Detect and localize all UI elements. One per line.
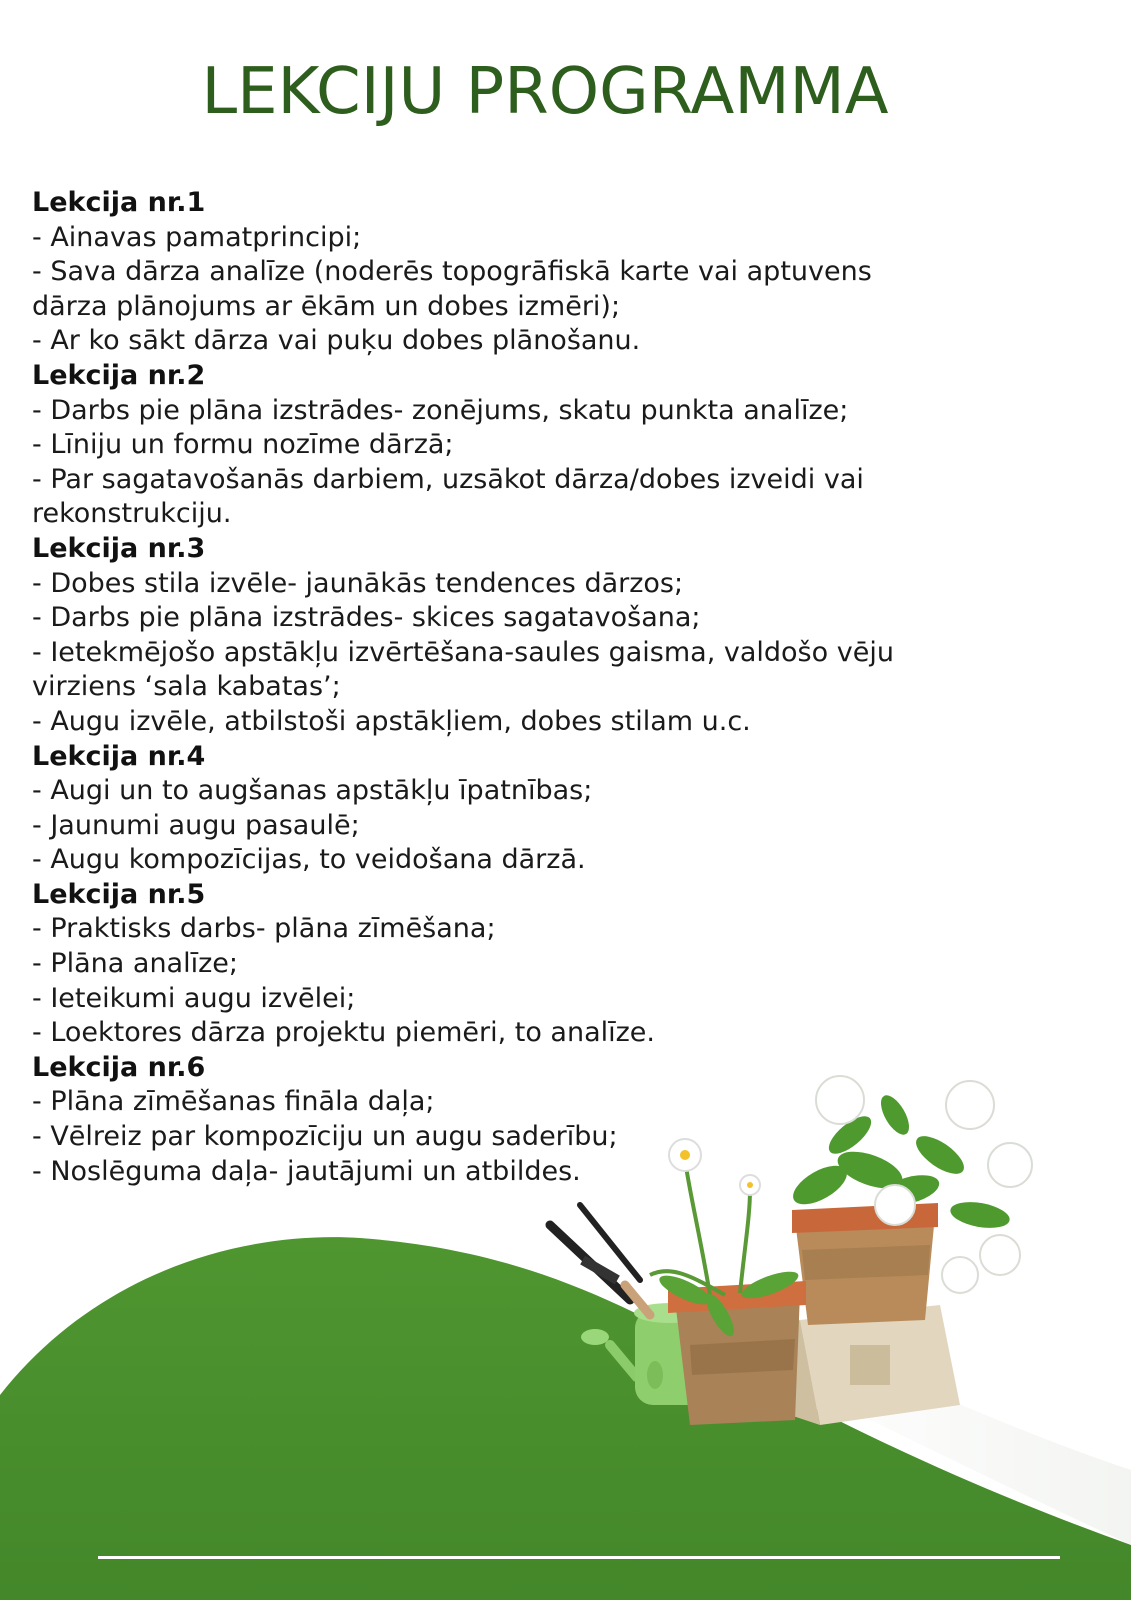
lecture-item: - Plāna zīmēšanas fināla daļa; — [32, 1086, 435, 1118]
lecture-item: - Praktisks darbs- plāna zīmēšana; — [32, 913, 496, 945]
lecture-heading: Lekcija nr.4 — [32, 740, 206, 772]
lecture-item: - Ar ko sākt dārza vai puķu dobes plānošanu. — [32, 325, 641, 357]
lecture-item: - Darbs pie plāna izstrādes- skices sagatavošana; — [32, 602, 701, 634]
lecture-list — [32, 186, 912, 1189]
crate-illustration — [775, 1305, 960, 1425]
lecture-item: - Par sagatavošanās darbiem, uzsākot dārza/dobes izveidi vai rekonstrukciju. — [32, 463, 864, 530]
lecture-item: - Loektores dārza projektu piemēri, to analīze. — [32, 1017, 656, 1049]
lecture-heading: Lekcija nr.5 — [32, 878, 206, 910]
lecture-heading: Lekcija nr.6 — [32, 1051, 206, 1083]
lecture-item: - Jaunumi augu pasaulē; — [32, 809, 360, 841]
lecture-block-4 — [32, 740, 912, 878]
lecture-block-5 — [32, 878, 912, 1051]
lecture-item: - Plāna analīze; — [32, 948, 238, 980]
lecture-item: - Darbs pie plāna izstrādes- zonējums, skatu punkta analīze; — [32, 394, 849, 426]
page-title: LEKCIJU PROGRAMMA — [201, 55, 889, 129]
lecture-heading: Lekcija nr.2 — [32, 359, 206, 391]
lecture-item: - Ietekmējošo apstākļu izvērtēšana-saules gaisma, valdošo vēju virziens ‘sala kabatas’; — [32, 636, 894, 703]
lecture-block-2 — [32, 359, 912, 532]
lecture-heading: Lekcija nr.3 — [32, 532, 206, 564]
lecture-block-1 — [32, 186, 912, 359]
terracotta-pot-center — [668, 1281, 806, 1425]
lecture-item: - Noslēguma daļa- jautājumi un atbildes. — [32, 1155, 581, 1187]
lecture-item: - Ieteikumi augu izvēlei; — [32, 982, 356, 1014]
footer-divider — [98, 1556, 1060, 1559]
lecture-item: - Augi un to augšanas apstākļu īpatnības; — [32, 775, 593, 807]
lecture-item: - Ainavas pamatprincipi; — [32, 221, 362, 253]
lecture-block-3 — [32, 532, 912, 740]
garden-tools-icon — [550, 1205, 650, 1315]
lecture-item: - Augu izvēle, atbilstoši apstākļiem, dobes stilam u.c. — [32, 705, 751, 737]
terracotta-pot-right — [792, 1203, 938, 1325]
lecture-block-6 — [32, 1051, 912, 1189]
lecture-heading: Lekcija nr.1 — [32, 187, 206, 218]
lecture-item: - Dobes stila izvēle- jaunākās tendences dārzos; — [32, 567, 684, 599]
lecture-item: - Augu kompozīcijas, to veidošana dārzā. — [32, 844, 586, 876]
lecture-item: - Sava dārza analīze (noderēs topogrāfiskā karte vai aptuvens dārza plānojums ar ēkām un dobes izmēri); — [32, 256, 872, 322]
lecture-item: - Līniju un formu nozīme dārzā; — [32, 429, 454, 461]
lecture-item: - Vēlreiz par kompozīciju un augu saderību; — [32, 1121, 618, 1153]
